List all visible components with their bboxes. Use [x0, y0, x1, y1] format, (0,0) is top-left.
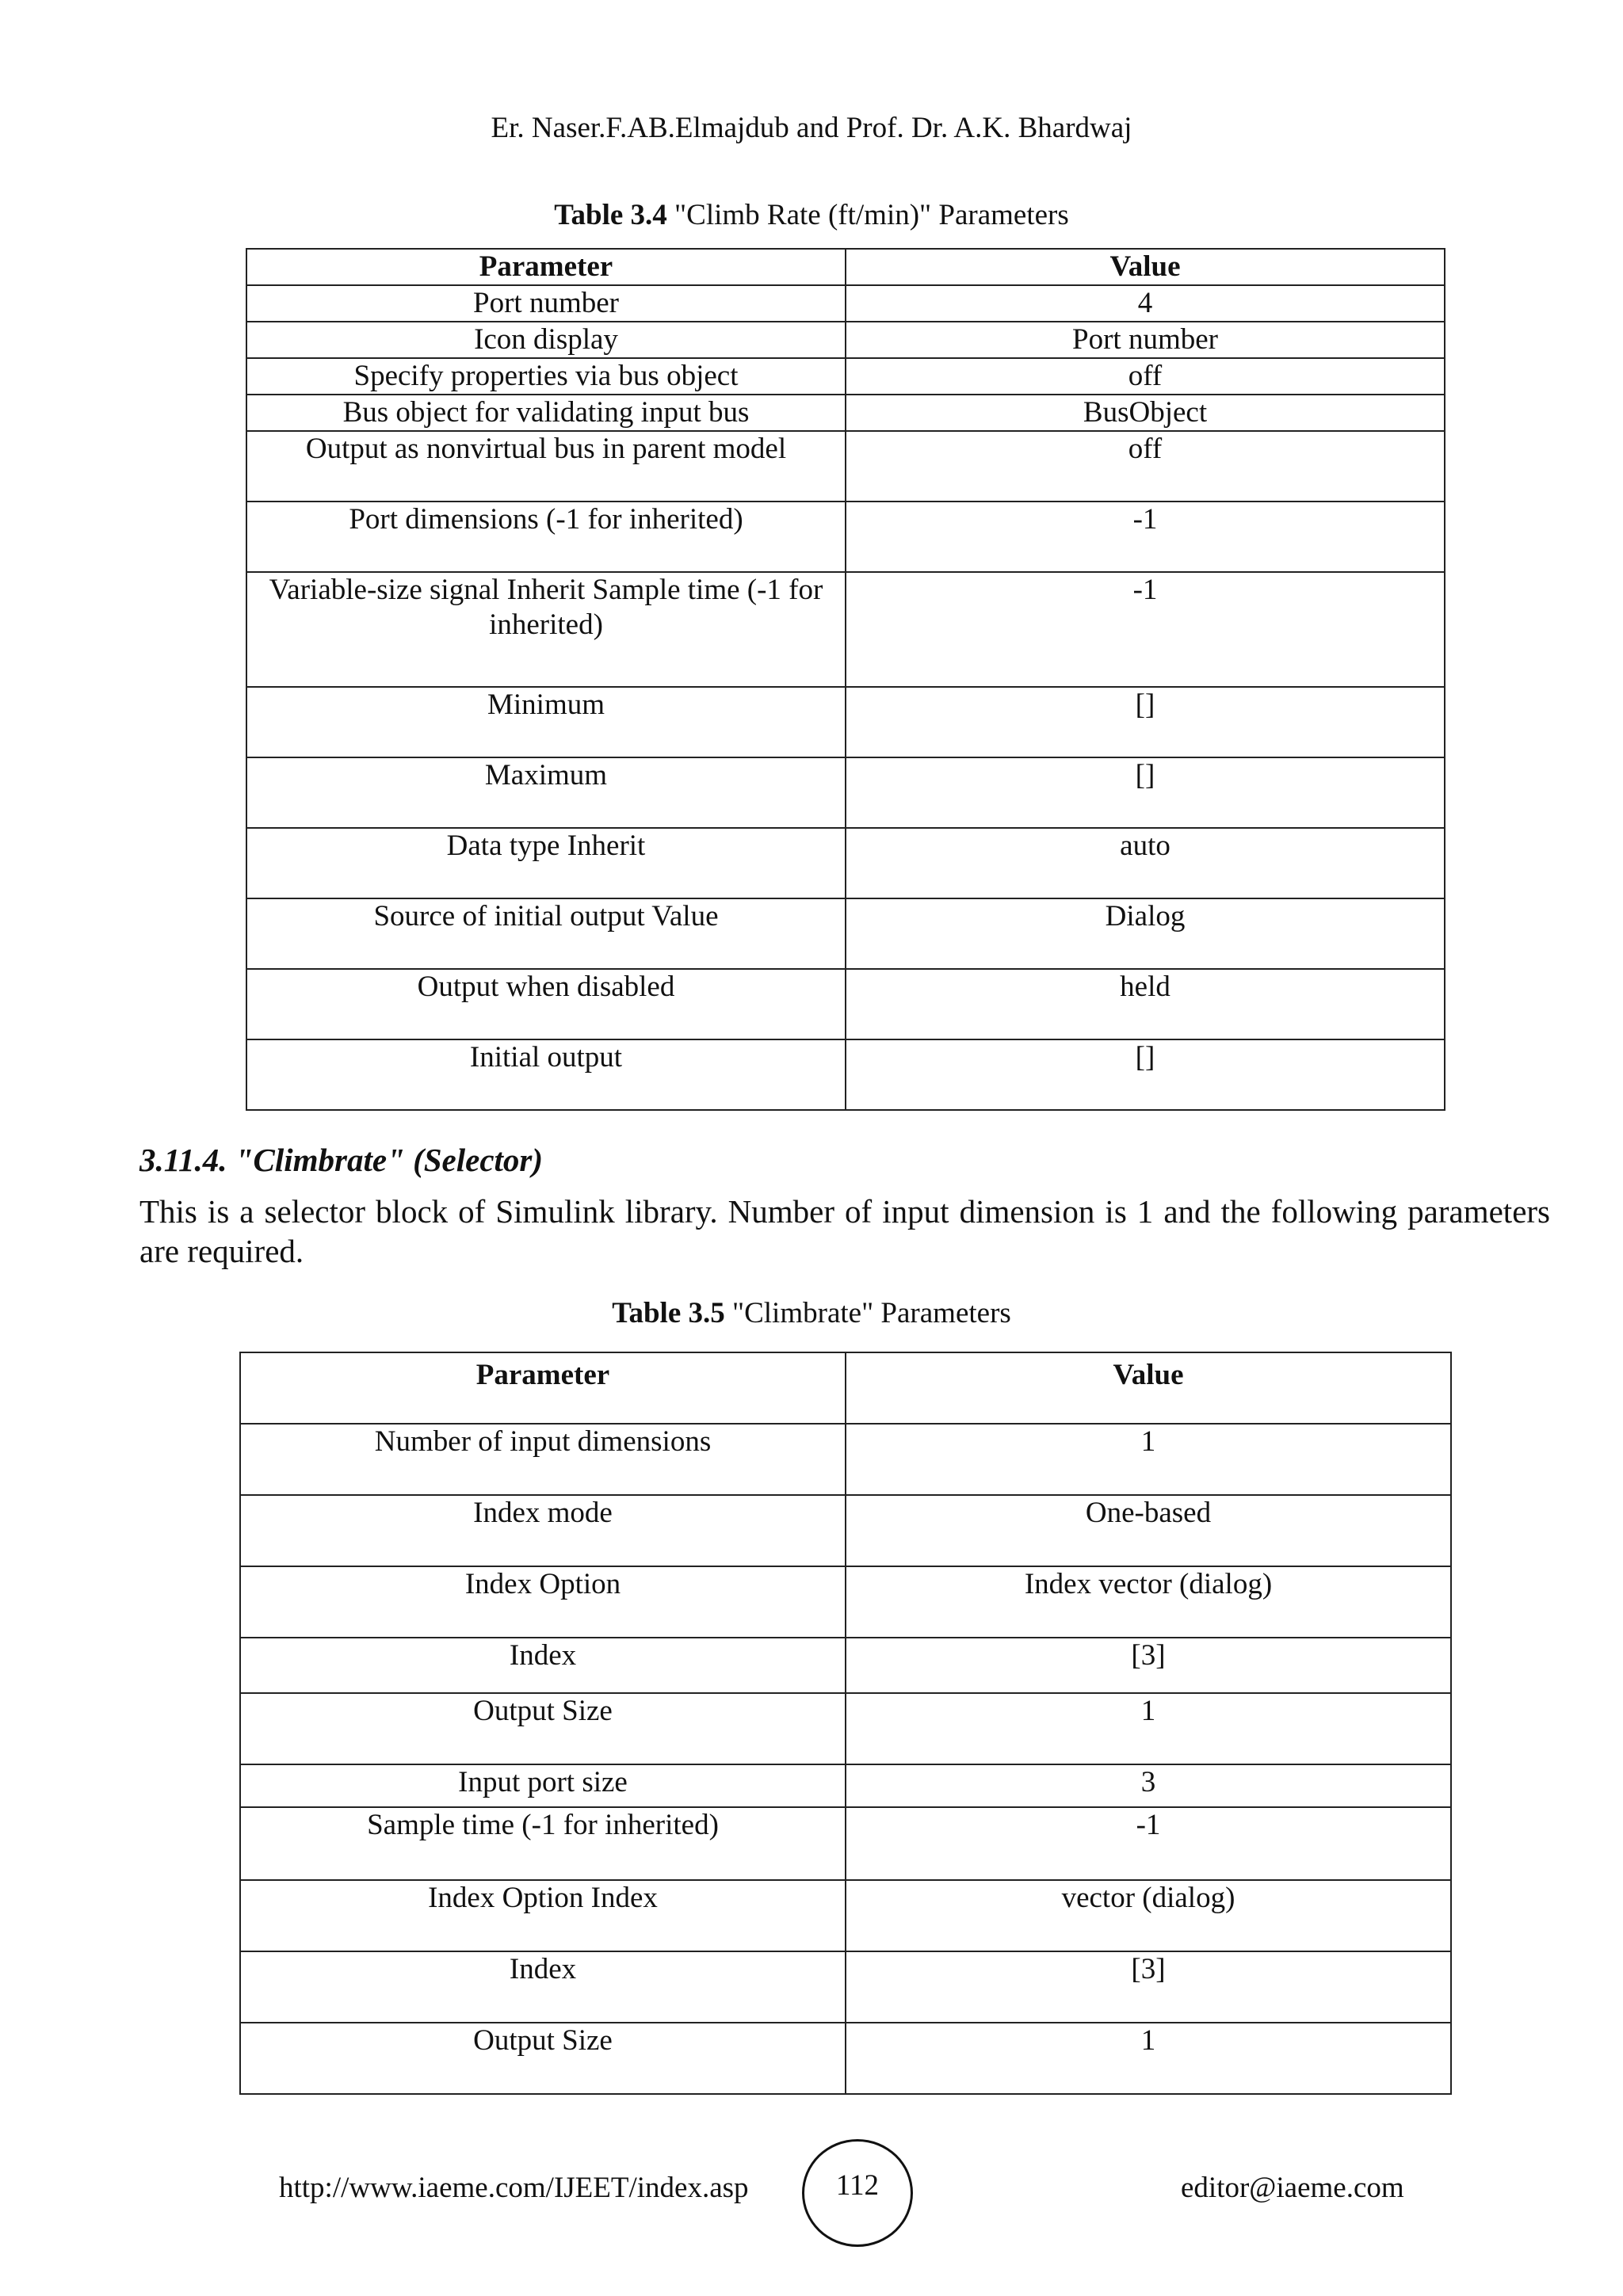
parameter-cell: Specify properties via bus object [246, 358, 846, 395]
table-header-row [240, 1352, 1451, 1424]
value-cell: off [846, 358, 1445, 395]
parameter-cell: Index mode [240, 1495, 846, 1566]
value-cell: Dialog [846, 898, 1445, 969]
value-cell: -1 [846, 502, 1445, 572]
footer-url-link[interactable]: http://www.iaeme.com/IJEET/index.asp [279, 2172, 749, 2204]
value-cell: BusObject [846, 395, 1445, 431]
value-cell: 3 [846, 1764, 1451, 1807]
parameter-cell: Source of initial output Value [246, 898, 846, 969]
header-value: Value [846, 249, 1445, 285]
value-cell: One-based [846, 1495, 1451, 1566]
table-caption-number: Table 3.4 [554, 199, 667, 231]
value-cell: 4 [846, 285, 1445, 322]
value-cell: auto [846, 828, 1445, 898]
page-number-label: 112 [835, 2168, 880, 2202]
parameter-cell: Sample time (-1 for inherited) [240, 1807, 846, 1880]
table-row [246, 687, 1445, 757]
table-3-4 [246, 248, 1445, 1111]
parameter-cell: Port dimensions (-1 for inherited) [246, 502, 846, 572]
page-number [802, 2139, 913, 2247]
parameter-cell: Maximum [246, 757, 846, 828]
parameter-cell: Input port size [240, 1764, 846, 1807]
value-cell: [] [846, 757, 1445, 828]
value-cell: Index vector (dialog) [846, 1566, 1451, 1638]
parameter-cell: Index [240, 1638, 846, 1693]
value-cell: 1 [846, 1693, 1451, 1764]
section-paragraph: This is a selector block of Simulink library. Number of input dimension is 1 and the following parameters are required. [139, 1193, 1550, 1269]
parameter-cell: Data type Inherit [246, 828, 846, 898]
header-parameter: Parameter [246, 249, 846, 285]
table-3-5 [239, 1352, 1452, 2095]
parameter-cell: Variable-size signal Inherit Sample time (-1 for inherited) [246, 572, 846, 687]
parameter-cell: Port number [246, 285, 846, 322]
table-row [240, 1566, 1451, 1638]
table-row [240, 1638, 1451, 1693]
footer-email-link[interactable]: editor@iaeme.com [1181, 2172, 1404, 2204]
value-cell: 1 [846, 1424, 1451, 1495]
parameter-cell: Bus object for validating input bus [246, 395, 846, 431]
table-header-row [246, 249, 1445, 285]
value-cell: [3] [846, 1638, 1451, 1693]
table-caption-text: "Climb Rate (ft/min)" Parameters [674, 199, 1069, 231]
table-row [240, 1693, 1451, 1764]
value-cell: [3] [846, 1951, 1451, 2023]
table-row [240, 2023, 1451, 2094]
value-cell: held [846, 969, 1445, 1039]
value-cell: -1 [846, 1807, 1451, 1880]
table-row [246, 431, 1445, 502]
value-cell: Port number [846, 322, 1445, 358]
value-cell: 1 [846, 2023, 1451, 2094]
table-row [240, 1880, 1451, 1951]
parameter-cell: Output as nonvirtual bus in parent model [246, 431, 846, 502]
table-row [246, 898, 1445, 969]
parameter-cell: Initial output [246, 1039, 846, 1110]
parameter-cell: Output when disabled [246, 969, 846, 1039]
value-cell: [] [846, 1039, 1445, 1110]
table-row [246, 828, 1445, 898]
value-cell: vector (dialog) [846, 1880, 1451, 1951]
parameter-cell: Index Option Index [240, 1880, 846, 1951]
parameter-cell: Icon display [246, 322, 846, 358]
table-row [240, 1807, 1451, 1880]
table-3-4-caption [0, 198, 1623, 232]
table-3-5-caption [0, 1296, 1623, 1330]
table-row [246, 395, 1445, 431]
table-caption-number: Table 3.5 [612, 1297, 725, 1329]
table-row [246, 502, 1445, 572]
table-row [246, 757, 1445, 828]
header-value: Value [846, 1352, 1451, 1424]
parameter-cell: Index [240, 1951, 846, 2023]
table-row [240, 1424, 1451, 1495]
parameter-cell: Output Size [240, 2023, 846, 2094]
parameter-cell: Minimum [246, 687, 846, 757]
table-row [240, 1951, 1451, 2023]
parameter-cell: Number of input dimensions [240, 1424, 846, 1495]
table-caption-text: "Climbrate" Parameters [732, 1297, 1011, 1329]
table-row [246, 322, 1445, 358]
value-cell: [] [846, 687, 1445, 757]
value-cell: -1 [846, 572, 1445, 687]
table-row [246, 969, 1445, 1039]
parameter-cell: Output Size [240, 1693, 846, 1764]
table-row [246, 285, 1445, 322]
table-row [246, 572, 1445, 687]
value-cell: off [846, 431, 1445, 502]
header-parameter: Parameter [240, 1352, 846, 1424]
section-heading: 3.11.4. "Climbrate" (Selector) [139, 1142, 544, 1178]
parameter-cell: Index Option [240, 1566, 846, 1638]
table-row [246, 1039, 1445, 1110]
page-header-authors: Er. Naser.F.AB.Elmajdub and Prof. Dr. A.K. Bhardwaj [491, 112, 1132, 144]
table-row [240, 1764, 1451, 1807]
table-row [240, 1495, 1451, 1566]
table-row [246, 358, 1445, 395]
